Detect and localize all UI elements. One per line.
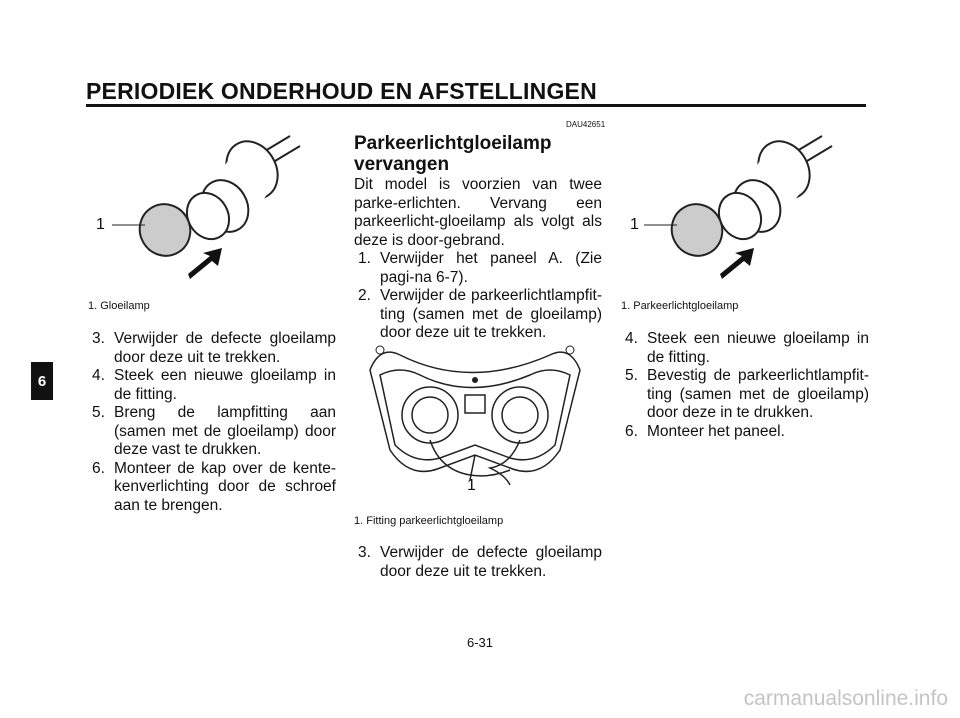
chapter-tab: 6 xyxy=(31,362,53,400)
list-item: 4. Steek een nieuwe gloeilamp in de fitting. xyxy=(92,367,336,403)
list-item: 4. Steek een nieuwe gloeilamp in de fitting. xyxy=(625,330,869,366)
bulb-illustration-left xyxy=(90,128,350,288)
list-item: 3. Verwijder de defecte gloeilamp door deze uit te trekken. xyxy=(92,330,336,366)
figure-caption-right: 1. Parkeerlichtgloeilamp xyxy=(621,300,739,312)
list-item: 1. Verwijder het paneel A. (Zie pagi-na 6-7). xyxy=(358,250,602,286)
list-item: 6. Monteer het paneel. xyxy=(625,422,785,440)
list-item: 5. Breng de lampfitting aan (samen met de gloeilamp) door deze vast te drukken. xyxy=(92,404,336,458)
intro-paragraph: Dit model is voorzien van twee parke-erlichten. Vervang een parkeerlicht-gloeilamp als volgt als deze is door-gebrand. xyxy=(354,176,602,249)
header-rule xyxy=(86,104,866,107)
watermark: carmanualsonline.info xyxy=(743,687,948,710)
figure-caption-left: 1. Gloeilamp xyxy=(88,300,150,312)
list-item: 2. Verwijder de parkeerlichtlampfit-ting (samen met de gloeilamp) door deze uit te trekken. xyxy=(358,287,602,341)
steps-left xyxy=(88,330,336,515)
list-item: 3. Verwijder de defecte gloeilamp door deze uit te trekken. xyxy=(358,544,602,580)
list-item: 5. Bevestig de parkeerlichtlampfit-ting (samen met de gloeilamp) door deze in te drukken. xyxy=(625,367,869,421)
document-code: DAU42651 xyxy=(566,120,606,129)
callout-number-middle: 1 xyxy=(467,477,476,494)
figure-caption-middle: 1. Fitting parkeerlichtgloeilamp xyxy=(354,515,504,527)
callout-number-left: 1 xyxy=(96,216,105,233)
steps-middle xyxy=(354,250,602,343)
callout-number-right: 1 xyxy=(630,216,639,233)
bulb-illustration-right xyxy=(622,128,882,288)
steps-right xyxy=(621,330,869,441)
headlight-assembly-illustration xyxy=(360,340,590,500)
page-header-title: PERIODIEK ONDERHOUD EN AFSTELLINGEN xyxy=(86,78,597,104)
steps-middle-2 xyxy=(354,544,602,581)
list-item: 6. Monteer de kap over de kente-kenverlichting door de schroef aan te brengen. xyxy=(92,459,336,514)
page-number: 6-31 xyxy=(466,635,494,650)
section-title: Parkeerlichtgloeilamp vervangen xyxy=(354,133,552,175)
